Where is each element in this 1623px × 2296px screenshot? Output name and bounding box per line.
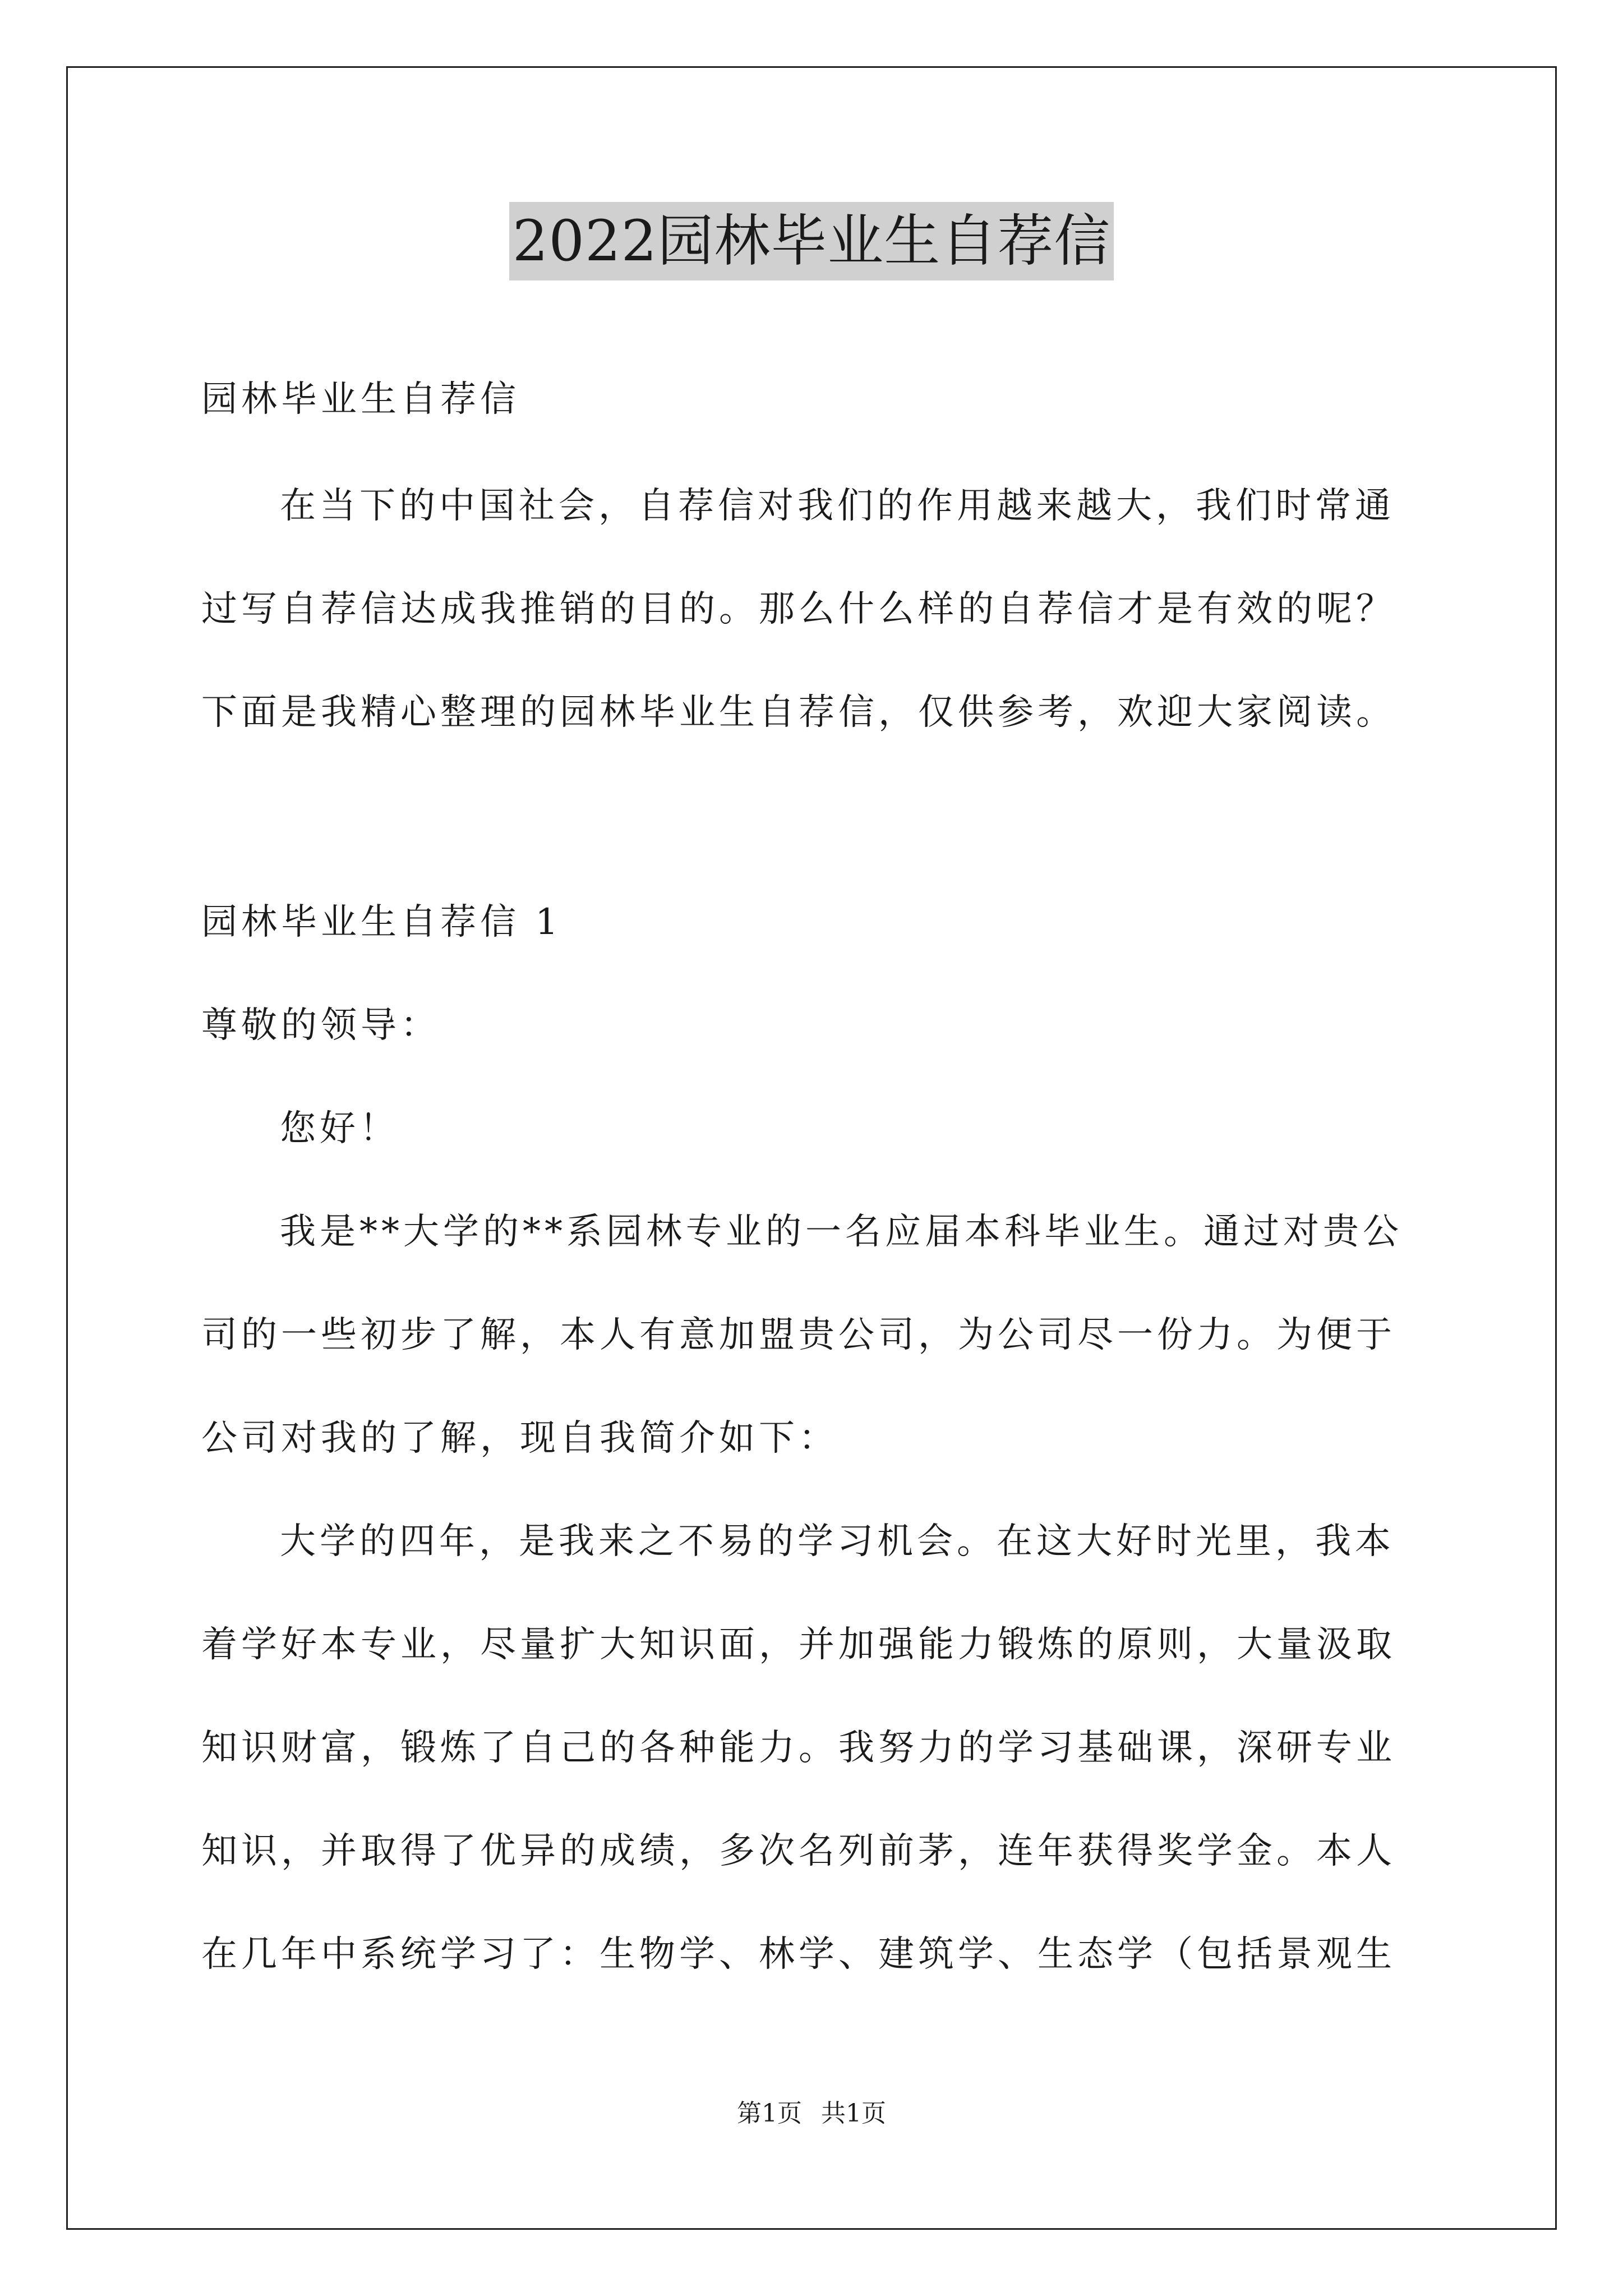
page-number-total: 共1页 <box>821 2099 886 2128</box>
body-paragraph-1: 我是**大学的**系园林专业的一名应届本科毕业生。通过对贵公司的一些初步了解，本人有意加盟贵公司，为公司尽一份力。为便于公司对我的了解，现自我简介如下： <box>201 1211 1403 1459</box>
page-number-current: 第1页 <box>737 2099 802 2128</box>
title-container <box>0 202 1623 280</box>
subtitle: 园林毕业生自荐信 <box>201 379 520 420</box>
greeting: 您好！ <box>280 1108 399 1149</box>
intro-paragraph: 在当下的中国社会，自荐信对我们的作用越来越大，我们时常通过写自荐信达成我推销的目的。那么什么样的自荐信才是有效的呢？下面是我精心整理的园林毕业生自荐信，仅供参考，欢迎大家阅读。 <box>201 485 1396 733</box>
salutation: 尊敬的领导： <box>201 1005 440 1046</box>
section-heading: 园林毕业生自荐信 1 <box>201 901 562 943</box>
page-footer <box>0 2097 1623 2131</box>
document-title: 2022园林毕业生自荐信 <box>509 202 1114 280</box>
body-paragraph-2: 大学的四年，是我来之不易的学习机会。在这大好时光里，我本着学好本专业，尽量扩大知识面，并加强能力锻炼的原则，大量汲取知识财富，锻炼了自己的各种能力。我努力的学习基础课，深研专业知识，并取得了优异的成绩，多次名列前茅，连年获得奖学金。本人在几年中系统学习了：生物学、林学、建筑学、生态学（包括景观生 <box>201 1521 1396 1975</box>
